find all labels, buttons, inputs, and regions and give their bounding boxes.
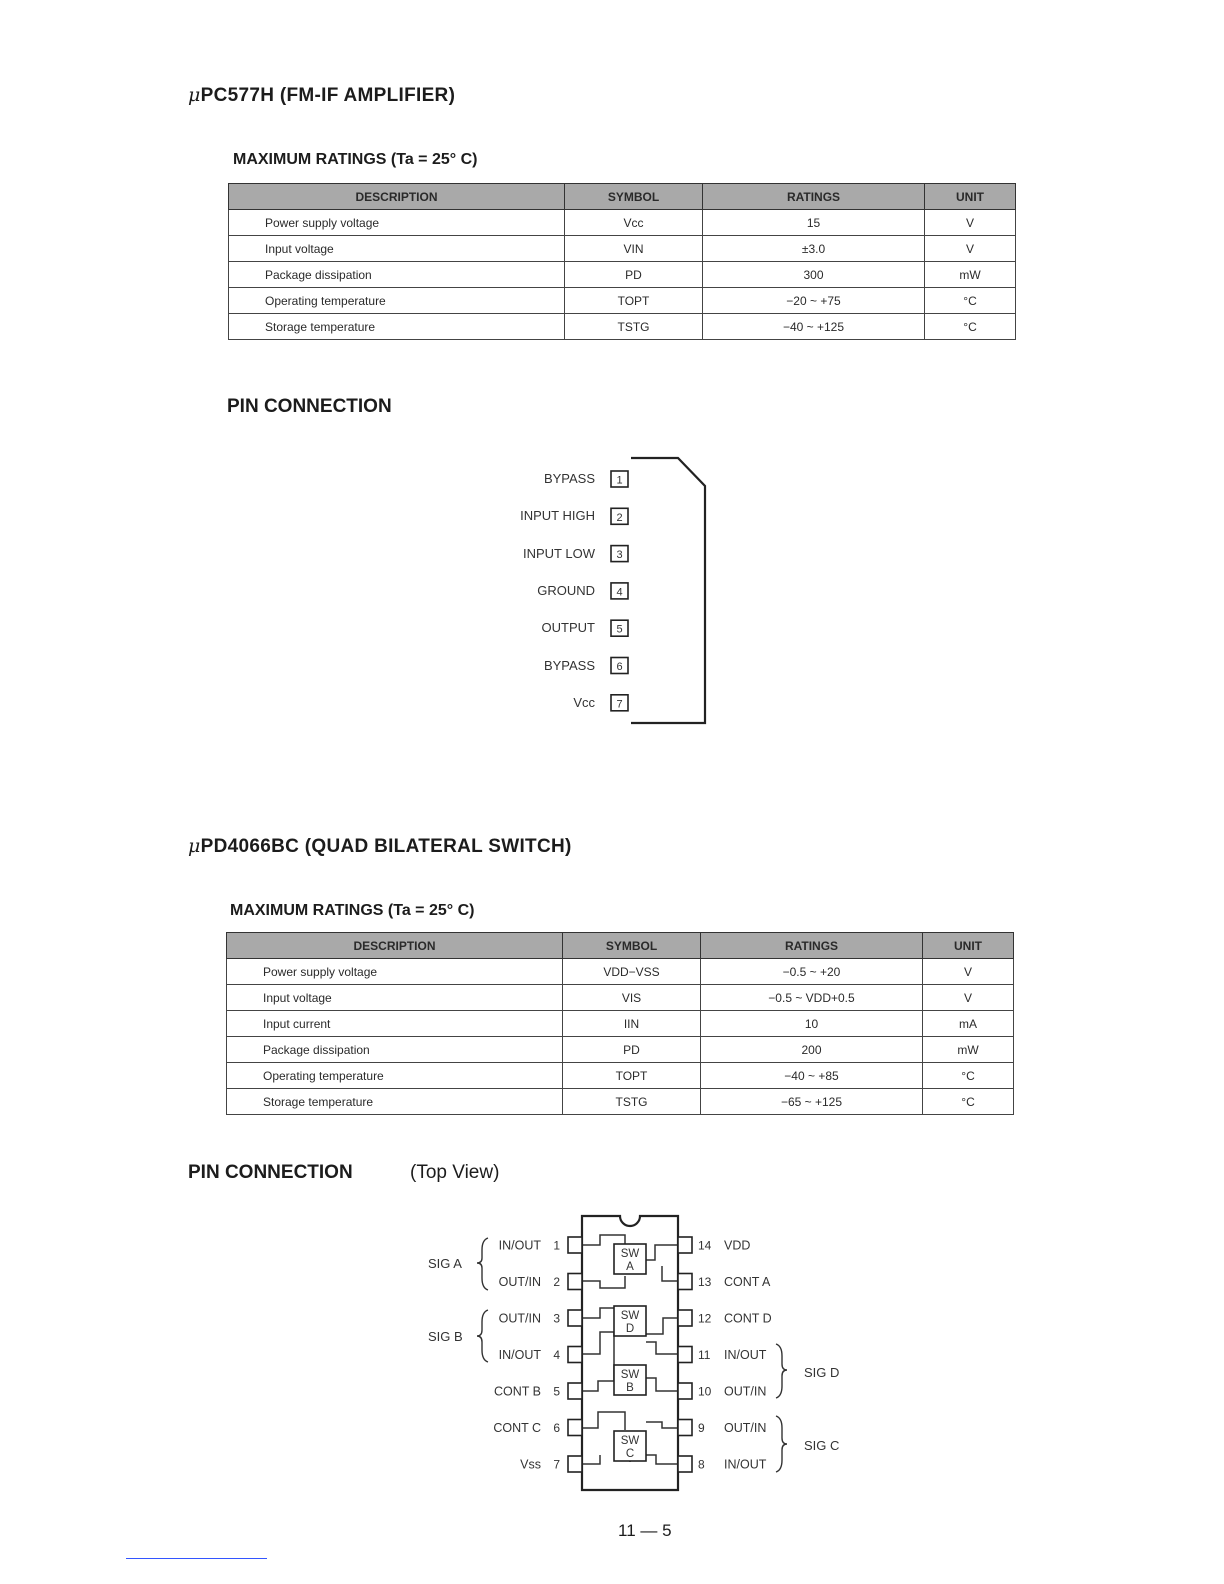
dip-left-pin-box	[568, 1420, 582, 1436]
cell-symbol: TSTG	[563, 1089, 701, 1115]
cell-symbol: IIN	[563, 1011, 701, 1037]
table-row	[227, 1037, 1014, 1063]
dip-left-pin-number: 1	[553, 1238, 560, 1253]
header-description: DESCRIPTION	[229, 184, 565, 210]
table-row	[229, 210, 1016, 236]
sip-pin-label: INPUT LOW	[523, 545, 595, 561]
dip-left-pin-box	[568, 1383, 582, 1399]
header-unit: UNIT	[923, 933, 1014, 959]
dip-right-pin-number: 8	[698, 1457, 705, 1472]
brace-sig-c	[776, 1416, 787, 1472]
table-row	[227, 1063, 1014, 1089]
sip-pin-number: 7	[616, 698, 623, 711]
sip-pin-number: 3	[616, 549, 623, 562]
cell-rating: 300	[703, 262, 925, 288]
sip-pin-label: OUTPUT	[541, 620, 595, 636]
section1-ratings-title: MAXIMUM RATINGS (Ta = 25° C)	[233, 151, 478, 168]
dip-left-pin-label: CONT C	[493, 1421, 541, 1435]
cell-rating: −20 ~ +75	[703, 288, 925, 314]
cell-unit: mW	[925, 262, 1016, 288]
table-row	[227, 985, 1014, 1011]
sip-pin-label: BYPASS	[543, 471, 595, 486]
brace-sig-b	[477, 1310, 488, 1362]
table-row	[229, 236, 1016, 262]
dip-left-pin-box	[568, 1310, 582, 1326]
cell-symbol: TOPT	[563, 1063, 701, 1089]
section2-title: μPD4066BC (QUAD BILATERAL SWITCH)	[188, 835, 572, 857]
table-header-row	[229, 184, 1016, 210]
section1-pin-heading: PIN CONNECTION	[227, 396, 392, 417]
sip-pin-label: INPUT HIGH	[520, 508, 595, 524]
dip-left-pin-number: 3	[553, 1311, 560, 1326]
switch-label: SW	[620, 1248, 640, 1260]
cell-description: Storage temperature	[227, 1089, 563, 1115]
table-header-row	[227, 933, 1014, 959]
sip-pin-number: 5	[616, 623, 623, 636]
cell-symbol: VIN	[565, 236, 703, 262]
cell-description: Package dissipation	[229, 262, 565, 288]
dip-right-pin-box	[678, 1347, 692, 1363]
cell-unit: V	[925, 210, 1016, 236]
dip-left-pin-number: 2	[553, 1275, 560, 1289]
sip-pin-label: GROUND	[537, 582, 595, 598]
table-row	[229, 314, 1016, 340]
cell-description: Storage temperature	[229, 314, 565, 340]
header-ratings: RATINGS	[703, 184, 925, 210]
switch-label: SW	[620, 1310, 640, 1322]
cell-unit: °C	[923, 1089, 1014, 1115]
cell-symbol: VIS	[563, 985, 701, 1011]
dip-right-pin-box	[678, 1456, 692, 1472]
group-label-sig-c: SIG C	[804, 1438, 840, 1453]
dip-right-pin-box	[678, 1310, 692, 1326]
section2-top-view-label: (Top View)	[410, 1162, 500, 1183]
cell-rating: 200	[701, 1037, 923, 1063]
brace-sig-a	[477, 1238, 488, 1290]
cell-unit: V	[923, 985, 1014, 1011]
dip14-package-diagram	[400, 1200, 880, 1500]
cell-rating: 10	[701, 1011, 923, 1037]
cell-symbol: PD	[565, 262, 703, 288]
dip-left-pin-label: CONT B	[494, 1384, 541, 1399]
table-row	[227, 1089, 1014, 1115]
dip-right-pin-number: 11	[698, 1348, 711, 1362]
section1-ratings-table	[228, 183, 1016, 340]
dip-right-pin-number: 14	[698, 1238, 712, 1253]
group-label-sig-a: SIG A	[428, 1256, 462, 1271]
table-row	[229, 288, 1016, 314]
cell-unit: °C	[925, 314, 1016, 340]
cell-description: Input voltage	[227, 985, 563, 1011]
dip-left-pin-number: 5	[553, 1384, 560, 1399]
page-number: 11 — 5	[618, 1521, 672, 1540]
dip-right-pin-number: 13	[698, 1275, 712, 1289]
cell-symbol: TSTG	[565, 314, 703, 340]
dip-left-pin-box	[568, 1274, 582, 1290]
dip-right-pin-number: 9	[698, 1421, 705, 1435]
dip-left-pin-label: OUT/IN	[498, 1275, 541, 1289]
dip-left-pin-label: IN/OUT	[498, 1348, 541, 1362]
cell-description: Power supply voltage	[227, 959, 563, 985]
header-description: DESCRIPTION	[227, 933, 563, 959]
header-symbol: SYMBOL	[565, 184, 703, 210]
cell-unit: °C	[923, 1063, 1014, 1089]
cell-rating: ±3.0	[703, 236, 925, 262]
cell-description: Operating temperature	[227, 1063, 563, 1089]
sip-pin-label: Vcc	[573, 694, 595, 710]
cell-rating: −40 ~ +125	[703, 314, 925, 340]
dip-right-pin-label: CONT D	[724, 1311, 772, 1326]
dip-right-pin-label: CONT A	[724, 1275, 771, 1289]
sip-pin-number: 2	[616, 511, 623, 524]
section1-title: μPC577H (FM-IF AMPLIFIER)	[188, 84, 456, 106]
sip-pin-number: 4	[616, 586, 623, 599]
switch-label: SW	[620, 1435, 640, 1447]
switch-id: A	[626, 1261, 634, 1273]
cell-symbol: VDD−VSS	[563, 959, 701, 985]
dip-right-pin-label: OUT/IN	[724, 1421, 767, 1435]
cell-unit: V	[925, 236, 1016, 262]
dip-left-pin-box	[568, 1237, 582, 1253]
table-row	[229, 262, 1016, 288]
cell-rating: 15	[703, 210, 925, 236]
group-label-sig-b: SIG B	[428, 1329, 463, 1344]
dip-right-pin-number: 10	[698, 1384, 712, 1399]
dip-right-pin-box	[678, 1237, 692, 1253]
dip-left-pin-label: Vss	[520, 1457, 541, 1472]
section2-ratings-title: MAXIMUM RATINGS (Ta = 25° C)	[230, 902, 475, 919]
dip-right-pin-box	[678, 1274, 692, 1290]
dip-right-pin-box	[678, 1383, 692, 1399]
cell-unit: V	[923, 959, 1014, 985]
dip-right-pin-label: IN/OUT	[724, 1457, 767, 1472]
cell-unit: °C	[925, 288, 1016, 314]
cell-symbol: Vcc	[565, 210, 703, 236]
dip-right-pin-number: 12	[698, 1311, 712, 1326]
dip-right-pin-label: VDD	[724, 1238, 751, 1253]
group-label-sig-d: SIG D	[804, 1365, 840, 1380]
sip-pin-label: BYPASS	[543, 657, 595, 673]
cell-unit: mA	[923, 1011, 1014, 1037]
cell-rating: −65 ~ +125	[701, 1089, 923, 1115]
cell-symbol: PD	[563, 1037, 701, 1063]
header-ratings: RATINGS	[701, 933, 923, 959]
cell-rating: −40 ~ +85	[701, 1063, 923, 1089]
cell-description: Package dissipation	[227, 1037, 563, 1063]
sip7-package-diagram	[600, 452, 720, 732]
dip-left-pin-box	[568, 1456, 582, 1472]
footer-rule	[126, 1558, 267, 1559]
cell-symbol: TOPT	[565, 288, 703, 314]
sip7-package-outline	[631, 458, 705, 723]
switch-label: SW	[620, 1369, 640, 1381]
section2-pin-heading: PIN CONNECTION	[188, 1162, 353, 1183]
cell-description: Operating temperature	[229, 288, 565, 314]
header-unit: UNIT	[925, 184, 1016, 210]
dip-left-pin-number: 6	[553, 1421, 560, 1435]
dip-right-pin-label: OUT/IN	[724, 1384, 767, 1399]
cell-unit: mW	[923, 1037, 1014, 1063]
switch-id: C	[625, 1448, 635, 1460]
cell-description: Input current	[227, 1011, 563, 1037]
switch-id: B	[626, 1382, 634, 1394]
header-symbol: SYMBOL	[563, 933, 701, 959]
dip-right-pin-label: IN/OUT	[724, 1348, 767, 1362]
dip-left-pin-number: 4	[553, 1348, 560, 1362]
sip-pin-number: 6	[616, 661, 623, 673]
switch-id: D	[625, 1323, 635, 1335]
cell-rating: −0.5 ~ +20	[701, 959, 923, 985]
dip-left-pin-box	[568, 1347, 582, 1363]
dip-left-pin-label: OUT/IN	[498, 1311, 541, 1326]
dip-left-pin-number: 7	[553, 1457, 560, 1472]
sip-pin-number: 1	[616, 474, 623, 487]
cell-description: Input voltage	[229, 236, 565, 262]
dip-right-pin-box	[678, 1420, 692, 1436]
table-row	[227, 1011, 1014, 1037]
brace-sig-d	[776, 1344, 787, 1398]
cell-rating: −0.5 ~ VDD+0.5	[701, 985, 923, 1011]
table-row	[227, 959, 1014, 985]
dip-left-pin-label: IN/OUT	[498, 1238, 541, 1253]
section2-ratings-table	[226, 932, 1014, 1115]
cell-description: Power supply voltage	[229, 210, 565, 236]
